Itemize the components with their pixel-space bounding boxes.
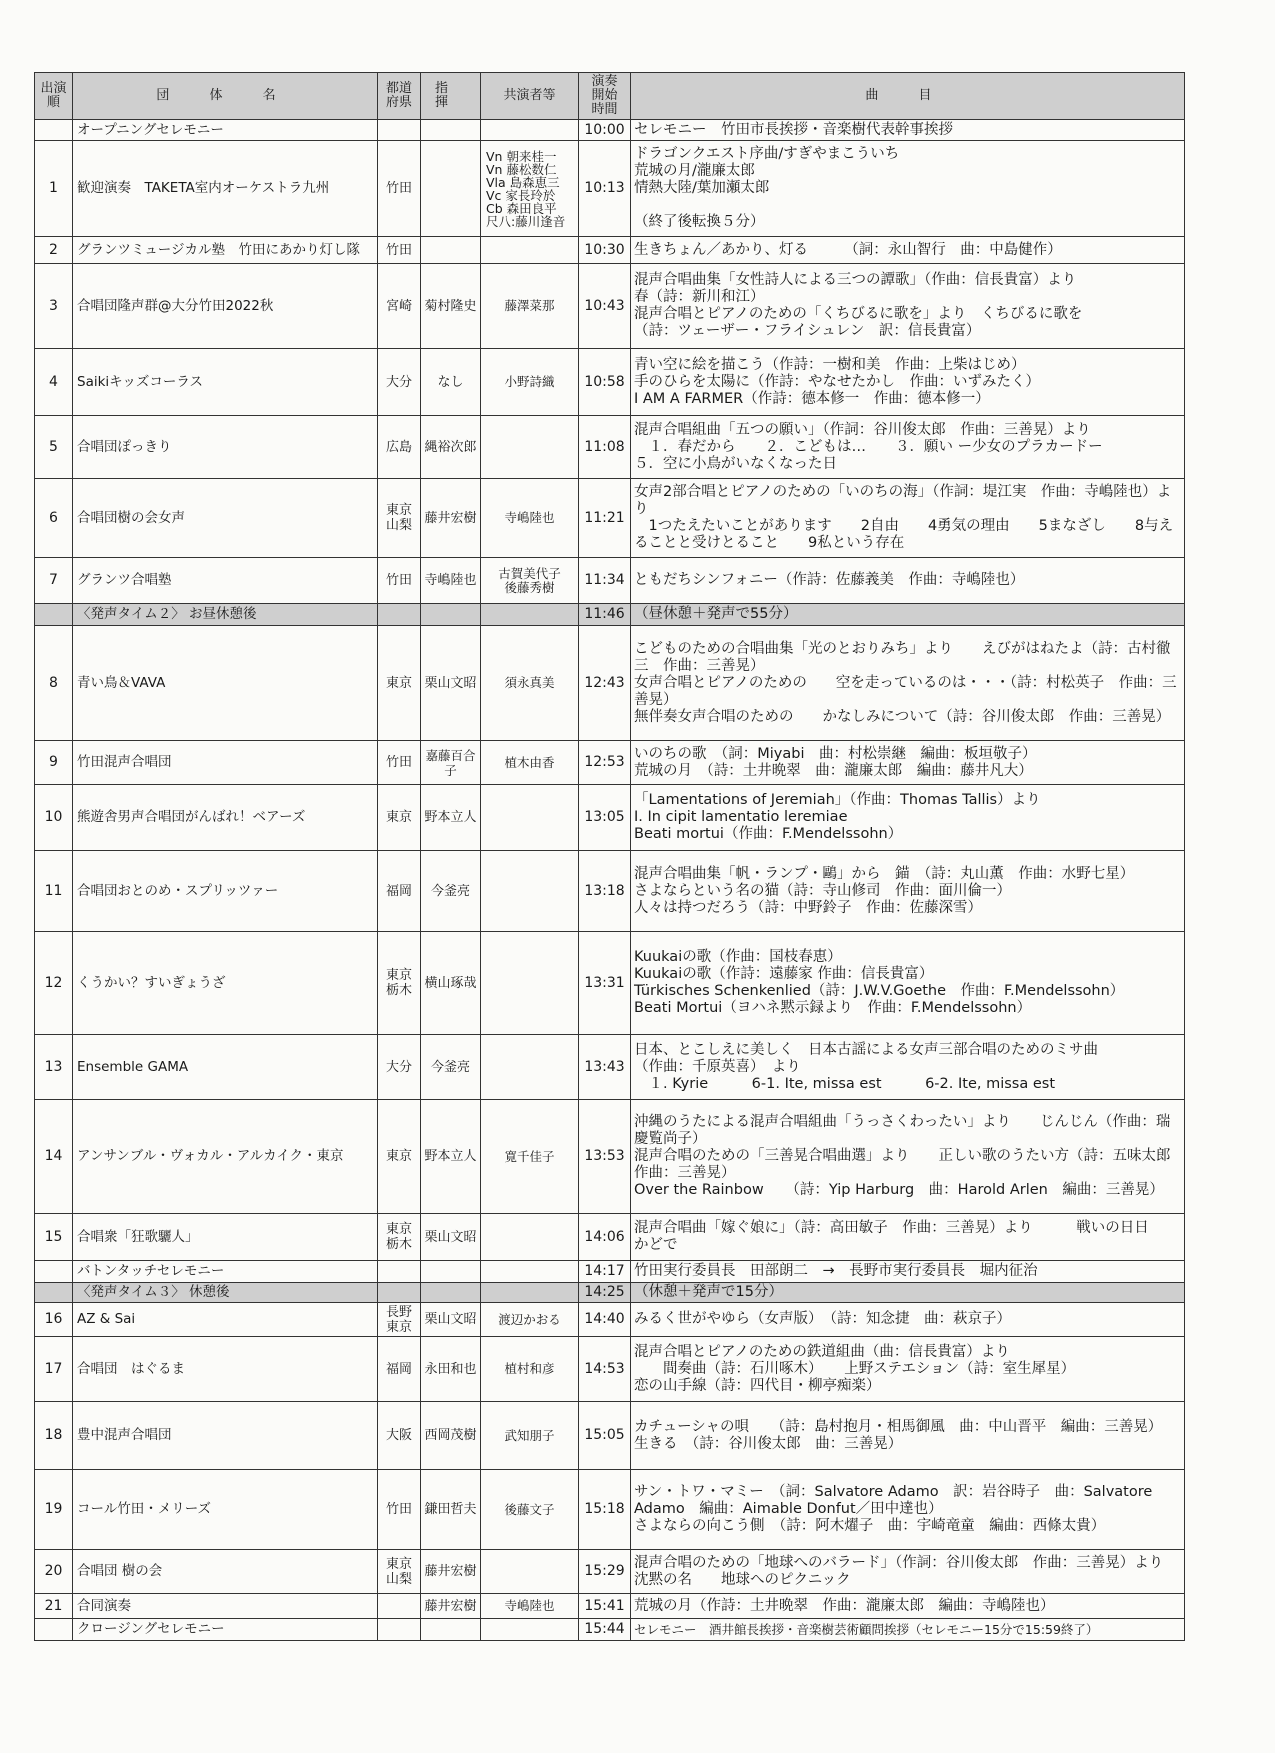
schedule-row (35, 416, 1185, 479)
schedule-row (35, 1470, 1185, 1550)
schedule-row (35, 141, 1185, 237)
row-start-time: 13:05 (579, 785, 631, 851)
header-conductor: 指 揮 (421, 73, 481, 120)
row-prefecture: 竹田 (378, 741, 421, 785)
guest-name: 寛千佳子 (504, 1148, 555, 1164)
row-program (631, 1283, 1185, 1303)
program-line: Beati Mortui（ヨハネ黙示録より 作曲：F.Mendelssohn） (634, 1000, 1032, 1016)
program-line: 沖縄のうたによる混声合唱組曲「うっさくわったい」より じんじん（作曲：瑞慶覧尚子） (634, 1114, 1171, 1147)
row-program (631, 479, 1185, 558)
program-line: ５．空に小鳥がいなくなった日 (634, 455, 837, 472)
schedule-row (35, 604, 1185, 626)
program-line: いのちの歌 （詞：Miyabi 曲：村松崇継 編曲：板垣敬子） (634, 745, 1037, 762)
row-guests (481, 626, 579, 741)
row-order (35, 1261, 73, 1283)
schedule-row (35, 1550, 1185, 1594)
row-conductor: 今釜亮 (421, 1035, 481, 1100)
row-order: 20 (35, 1550, 73, 1594)
row-conductor: 今釜亮 (421, 851, 481, 932)
program-line: 混声合唱曲集「帆・ランプ・鷗」から 錨 （詩：丸山薫 作曲：水野七星） (634, 865, 1135, 882)
schedule-row (35, 120, 1185, 141)
row-start-time: 14:17 (579, 1261, 631, 1283)
row-program (631, 1100, 1185, 1214)
schedule-row (35, 741, 1185, 785)
row-order: 21 (35, 1594, 73, 1619)
schedule-row (35, 1402, 1185, 1470)
row-guests (481, 1550, 579, 1594)
row-group-name: オープニングセレモニー (73, 120, 378, 141)
row-order: 15 (35, 1214, 73, 1261)
program-line: 荒城の月 （詩：土井晩翠 曲：瀧廉太郎 編曲：藤井凡大） (634, 762, 1033, 779)
row-program (631, 1619, 1185, 1641)
row-order (35, 120, 73, 141)
row-conductor: 野本立人 (421, 1100, 481, 1214)
guest-name: 寺嶋陸也 (504, 510, 555, 525)
row-prefecture (378, 1283, 421, 1303)
program-line: 混声合唱のための「地球へのバラード」（作詞：谷川俊太郎 作曲：三善晃）より 沈黙の名 地球へのピクニック (634, 1554, 1178, 1588)
header-guests: 共演者等 (481, 73, 579, 120)
row-start-time: 13:43 (579, 1035, 631, 1100)
row-group-name: アンサンブル・ヴォカル・アルカイク・東京 (73, 1100, 378, 1214)
program-line: 手のひらを太陽に（作詩：やなせたかし 作曲：いずみたく） (634, 373, 1040, 390)
row-group-name: 竹田混声合唱団 (73, 741, 378, 785)
row-guests (481, 349, 579, 416)
guest-name: 寺嶋陸也 (504, 1598, 555, 1613)
row-guests (481, 1337, 579, 1402)
row-program (631, 851, 1185, 932)
row-group-name: AZ & Sai (73, 1303, 378, 1337)
guest-name: Vn 朝来桂一 (486, 148, 557, 164)
row-order: 12 (35, 932, 73, 1035)
schedule-row (35, 558, 1185, 604)
program-line: 日本、とこしえに美しく 日本古謡による女声三部合唱のためのミサ曲 (634, 1041, 1098, 1058)
row-start-time: 14:53 (579, 1337, 631, 1402)
program-line: Beati mortui（作曲：F.Mendelssohn） (634, 826, 903, 842)
row-prefecture: 東京 栃木 (378, 1214, 421, 1261)
program-line: Kuukaiの歌（作詩：遠藤家 作曲：信長貴富） (634, 966, 934, 982)
row-order (35, 1619, 73, 1641)
row-group-name: クロージングセレモニー (73, 1619, 378, 1641)
program-line: さよならの向こう側 （詩：阿木燿子 曲：宇崎竜童 編曲：西條太貴） (634, 1518, 1106, 1534)
row-guests (481, 416, 579, 479)
schedule-row (35, 349, 1185, 416)
row-program (631, 141, 1185, 237)
row-conductor: 栗山文昭 (421, 626, 481, 741)
row-program (631, 932, 1185, 1035)
row-guests (481, 932, 579, 1035)
row-conductor: 藤井宏樹 (421, 1550, 481, 1594)
row-program (631, 1214, 1193, 1261)
program-line: Türkisches Schenkenlied（詩：J.W.V.Goethe 作曲：F.Mendelssohn） (634, 983, 1125, 999)
row-program (631, 785, 1185, 851)
program-line: カチューシャの唄 （詩：島村抱月・相馬御風 曲：中山晋平 編曲：三善晃） (634, 1418, 1163, 1435)
row-guests (481, 1470, 579, 1550)
row-order: 7 (35, 558, 73, 604)
row-guests (481, 1619, 579, 1641)
row-conductor (421, 237, 481, 264)
row-prefecture: 東京 栃木 (378, 932, 421, 1035)
row-conductor: 寺嶋陸也 (421, 558, 481, 604)
row-group-name: 歓迎演奏 TAKETA室内オーケストラ九州 (73, 141, 378, 237)
header-program: 曲 目 (631, 73, 1185, 120)
program-line: セレモニー 竹田市長挨拶・音楽樹代表幹事挨拶 (634, 121, 953, 138)
row-conductor (421, 120, 481, 141)
row-prefecture: 広島 (378, 416, 421, 479)
row-guests (481, 1303, 579, 1337)
row-guests (481, 1594, 579, 1619)
row-program (631, 1402, 1185, 1470)
row-group-name: Ensemble GAMA (73, 1035, 378, 1100)
row-order: 17 (35, 1337, 73, 1402)
row-conductor: なし (421, 349, 481, 416)
program-line: 混声合唱のための「三善晃合唱曲選」より 正しい歌のうたい方（詩：五味太郎 作曲：三善晃） (634, 1148, 1185, 1181)
row-program (631, 626, 1185, 741)
row-conductor (421, 1619, 481, 1641)
row-start-time: 11:46 (579, 604, 631, 626)
program-line: １. Kyrie 6-1. Ite, missa est 6-2. Ite, missa est (634, 1075, 1056, 1092)
schedule-row (35, 1035, 1185, 1100)
row-program (631, 1550, 1185, 1594)
program-line: さよならという名の猫（詩：寺山修司 作曲：面川倫一） (634, 882, 1011, 899)
program-line: 間奏曲（詩：石川啄木） 上野ステエション（詩：室生犀星） (634, 1360, 1076, 1377)
row-prefecture (378, 1261, 421, 1283)
row-order: 1 (35, 141, 73, 237)
program-line: 荒城の月（作詩：土井晩翠 作曲：瀧廉太郎 編曲：寺嶋陸也） (634, 1597, 1055, 1614)
row-prefecture: 竹田 (378, 237, 421, 264)
program-line: 恋の山手線（詩：四代目・柳亭痴楽） (634, 1377, 881, 1394)
row-start-time: 10:43 (579, 264, 631, 349)
row-group-name: 合唱団 はぐるま (73, 1337, 378, 1402)
row-program (631, 416, 1185, 479)
program-line (634, 197, 1182, 214)
schedule-table (34, 72, 1193, 1641)
row-order: 18 (35, 1402, 73, 1470)
program-line: 混声合唱組曲「五つの願い」（作詞：谷川俊太郎 作曲：三善晃）より (634, 421, 1091, 438)
schedule-rows (35, 120, 1193, 1641)
guest-name: 渡辺かおる (498, 1311, 561, 1327)
program-line: こどものための合唱曲集「光のとおりみち」より えびがはねたよ（詩：古村徹三 作曲：三善晃） (634, 640, 1171, 674)
row-start-time: 15:29 (579, 1550, 631, 1594)
program-line: 1つたえたいことがあります 2自由 4勇気の理由 5まなざし 8与えることと受けとること 9私という存在 (634, 518, 1174, 551)
row-prefecture: 大阪 (378, 1402, 421, 1470)
row-group-name: くうかい？すいぎょうざ (73, 932, 378, 1035)
guest-name: 後藤文子 (504, 1501, 555, 1517)
row-start-time: 10:58 (579, 349, 631, 416)
row-start-time: 12:43 (579, 626, 631, 741)
program-line: 荒城の月/瀧廉太郎 (634, 163, 755, 179)
row-guests (481, 141, 579, 237)
row-prefecture (378, 1619, 421, 1641)
row-prefecture: 竹田 (378, 141, 421, 237)
row-conductor (421, 141, 481, 237)
row-order: 6 (35, 479, 73, 558)
row-program (631, 558, 1185, 604)
program-line: I AM A FARMER（作詩：德本修一 作曲：德本修一） (634, 390, 990, 407)
row-start-time: 10:13 (579, 141, 631, 237)
row-prefecture: 東京 (378, 626, 421, 741)
header-group: 団 体 名 (73, 73, 378, 120)
row-prefecture: 長野 東京 (378, 1303, 421, 1337)
row-conductor (421, 1261, 481, 1283)
row-conductor (421, 604, 481, 626)
row-start-time: 15:05 (579, 1402, 631, 1470)
program-line: １．春だから ２．こどもは… ３．願い ー少女のプラカードー (634, 438, 1103, 455)
header-order: 出演順 (35, 73, 73, 120)
row-prefecture: 大分 (378, 349, 421, 416)
row-prefecture: 大分 (378, 1035, 421, 1100)
row-program (631, 1594, 1185, 1619)
row-group-name: 合唱団おとのめ・スプリッツァー (73, 851, 378, 932)
row-group-name: 合唱団ぽっきり (73, 416, 378, 479)
program-line: ドラゴンクエスト序曲/すぎやまこういち (634, 146, 900, 162)
row-group-name: 熊遊舎男声合唱団がんばれ！ベアーズ (73, 785, 378, 851)
row-guests (481, 479, 579, 558)
row-program (631, 349, 1185, 416)
row-group-name: コール竹田・メリーズ (73, 1470, 378, 1550)
guest-name: 藤澤菜那 (504, 298, 555, 313)
program-line: （昼休憩＋発声で55分） (634, 606, 798, 622)
program-line: ともだちシンフォニー（作詩：佐藤義美 作曲：寺嶋陸也） (634, 572, 1025, 588)
guest-name: 植村和彦 (504, 1361, 555, 1376)
row-start-time: 14:40 (579, 1303, 631, 1337)
row-order: 3 (35, 264, 73, 349)
guest-name: 須永真美 (504, 675, 555, 690)
row-guests (481, 785, 579, 851)
program-line: 混声合唱曲「嫁ぐ娘に」（詩：高田敏子 作曲：三善晃）より 戦いの日日 かどで (634, 1220, 1193, 1253)
program-line: セレモニー 酒井館長挨拶・音楽樹芸術顧問挨拶（セレモニー15分で15:59終了） (634, 1622, 1099, 1637)
guest-name: 武知朋子 (504, 1427, 555, 1443)
schedule-row (35, 1594, 1185, 1619)
row-start-time: 13:53 (579, 1100, 631, 1214)
schedule-row (35, 1303, 1185, 1337)
program-line: 青い空に絵を描こう（作詩：一樹和美 作曲：上柴はじめ） (634, 356, 1026, 373)
row-program (631, 604, 1185, 626)
row-group-name: 〈発声タイム３〉 休憩後 (73, 1283, 378, 1303)
program-line: （終了後転換５分） (634, 214, 765, 230)
row-start-time: 13:18 (579, 851, 631, 932)
schedule-row (35, 1337, 1185, 1402)
row-order (35, 604, 73, 626)
program-line: 女声合唱とピアノのための 空を走っているのは・・・（詩：村松英子 作曲：三善晃） (634, 674, 1177, 708)
row-prefecture: 竹田 (378, 558, 421, 604)
row-guests (481, 1402, 579, 1470)
program-line: 無伴奏女声合唱のための かなしみについて（詩：谷川俊太郎 作曲：三善晃） (634, 708, 1171, 725)
header-row (35, 73, 1185, 120)
schedule-row (35, 237, 1185, 264)
row-guests (481, 741, 579, 785)
row-conductor: 藤井宏樹 (421, 1594, 481, 1619)
row-group-name: 合唱団 樹の会 (73, 1550, 378, 1594)
row-prefecture: 竹田 (378, 1470, 421, 1550)
program-line: 混声合唱とピアノのための鉄道組曲（曲：信長貴富）より (634, 1343, 1010, 1360)
row-prefecture: 東京 山梨 (378, 479, 421, 558)
row-group-name: Saikiキッズコーラス (73, 349, 378, 416)
row-guests (481, 1035, 579, 1100)
row-guests (481, 120, 579, 141)
row-program (631, 1261, 1185, 1283)
guest-name: Vla 島森恵三 (486, 174, 560, 190)
program-line: Ⅰ. In cipit lamentatio leremiae (634, 809, 848, 825)
program-line: 女声2部合唱とピアノのための「いのちの海」（作詞：堤江実 作曲：寺嶋陸也）より (634, 484, 1172, 517)
schedule-row (35, 851, 1185, 932)
row-prefecture: 東京 山梨 (378, 1550, 421, 1594)
row-prefecture: 福岡 (378, 1337, 421, 1402)
row-program (631, 237, 1185, 264)
row-guests (481, 1283, 579, 1303)
row-guests (481, 558, 579, 604)
row-order: 2 (35, 237, 73, 264)
row-conductor: 菊村隆史 (421, 264, 481, 349)
row-conductor: 嘉藤百合子 (421, 741, 481, 785)
row-guests (481, 237, 579, 264)
row-conductor: 栗山文昭 (421, 1303, 481, 1337)
row-conductor: 西岡茂樹 (421, 1402, 481, 1470)
row-guests (481, 1214, 579, 1261)
schedule-row (35, 1214, 1185, 1261)
schedule-row (35, 932, 1185, 1035)
row-start-time: 12:53 (579, 741, 631, 785)
row-guests (481, 1261, 579, 1283)
row-order (35, 1283, 73, 1303)
row-conductor: 野本立人 (421, 785, 481, 851)
row-program (631, 1035, 1185, 1100)
program-line: 人々は持つだろう（詩：中野鈴子 作曲：佐藤深雪） (634, 899, 982, 916)
row-group-name: 青い鳥＆VAVA (73, 626, 378, 741)
row-start-time: 11:21 (579, 479, 631, 558)
row-group-name: 合唱衆「狂歌驪人」 (73, 1214, 378, 1261)
schedule-row (35, 479, 1185, 558)
guest-name: 古賀美代子 (498, 565, 561, 581)
guest-name: Vn 藤松数仁 (486, 161, 557, 177)
row-prefecture: 福岡 (378, 851, 421, 932)
row-prefecture: 東京 (378, 785, 421, 851)
program-line: 竹田実行委員長 田部朗二 → 長野市実行委員長 堀内征治 (634, 1263, 1038, 1279)
row-order: 11 (35, 851, 73, 932)
program-line: （詩：ツェーザー・フライシュレン 訳：信長貴富） (634, 323, 981, 339)
row-program (631, 1303, 1185, 1337)
header-start: 演奏開始時間 (579, 73, 631, 120)
program-line: 「Lamentations of Jeremiah」（作曲：Thomas Tallis）より (634, 792, 1041, 808)
row-guests (481, 1100, 579, 1214)
row-prefecture (378, 1594, 421, 1619)
row-start-time: 14:06 (579, 1214, 631, 1261)
row-guests (481, 851, 579, 932)
row-start-time: 11:34 (579, 558, 631, 604)
row-start-time: 15:44 (579, 1619, 631, 1641)
row-order: 16 (35, 1303, 73, 1337)
schedule-row (35, 1261, 1185, 1283)
program-line: （作曲：千原英喜） より (634, 1058, 801, 1075)
row-conductor (421, 1283, 481, 1303)
row-group-name: 合同演奏 (73, 1594, 378, 1619)
row-prefecture: 宮崎 (378, 264, 421, 349)
row-conductor: 栗山文昭 (421, 1214, 481, 1261)
row-guests (481, 604, 579, 626)
row-group-name: 合唱団樹の会女声 (73, 479, 378, 558)
guest-name: 後藤秀樹 (504, 579, 555, 595)
program-line: Kuukaiの歌（作曲：国枝春恵） (634, 949, 842, 965)
row-group-name: バトンタッチセレモニー (73, 1261, 378, 1283)
program-line: 生きる （詩：谷川俊太郎 曲：三善晃） (634, 1435, 903, 1452)
program-line: みるく世がやゆら（女声版） （詩：知念捷 曲：萩京子） (634, 1311, 1011, 1327)
schedule-row (35, 1100, 1185, 1214)
row-program (631, 741, 1185, 785)
row-order: 10 (35, 785, 73, 851)
schedule-row (35, 1283, 1185, 1303)
program-schedule (34, 72, 1193, 1641)
row-prefecture: 東京 (378, 1100, 421, 1214)
row-order: 9 (35, 741, 73, 785)
row-guests (481, 264, 579, 349)
schedule-row (35, 785, 1185, 851)
row-start-time: 13:31 (579, 932, 631, 1035)
row-conductor: 藤井宏樹 (421, 479, 481, 558)
row-program (631, 1337, 1185, 1402)
program-line: サン・トワ・マミー （詞：Salvatore Adamo 訳：岩谷時子 曲：Salvatore Adamo 編曲：Aimable Donfut／田中達也） (634, 1484, 1153, 1517)
row-prefecture (378, 604, 421, 626)
program-line: 混声合唱とピアノのための「くちびるに歌を」より くちびるに歌を (634, 306, 1083, 322)
program-line: Over the Rainbow （詩：Yip Harburg 曲：Harold Arlen 編曲：三善晃） (634, 1182, 1164, 1198)
row-conductor: 横山琢哉 (421, 932, 481, 1035)
row-order: 13 (35, 1035, 73, 1100)
guest-name: 小野詩織 (504, 374, 555, 389)
program-line: （休憩＋発声で15分） (634, 1284, 783, 1300)
row-conductor: 永田和也 (421, 1337, 481, 1402)
row-start-time: 15:18 (579, 1470, 631, 1550)
program-line: 春（詩：新川和江） (634, 289, 765, 305)
row-group-name: 豊中混声合唱団 (73, 1402, 378, 1470)
guest-name: 植木由香 (504, 754, 555, 770)
row-order: 4 (35, 349, 73, 416)
row-conductor: 鎌田哲夫 (421, 1470, 481, 1550)
row-order: 5 (35, 416, 73, 479)
header-pref: 都道府県 (378, 73, 421, 120)
row-group-name: 合唱団隆声群@大分竹田2022秋 (73, 264, 378, 349)
row-order: 19 (35, 1470, 73, 1550)
row-order: 14 (35, 1100, 73, 1214)
row-program (631, 120, 1185, 141)
row-program (631, 264, 1185, 349)
row-start-time: 10:30 (579, 237, 631, 264)
schedule-row (35, 1619, 1185, 1641)
row-prefecture (378, 120, 421, 141)
schedule-row (35, 626, 1185, 741)
row-start-time: 10:00 (579, 120, 631, 141)
guest-name: Vc 家長玲於 (486, 187, 556, 203)
row-order: 8 (35, 626, 73, 741)
program-line: 混声合唱曲集「女性詩人による三つの譚歌」（作曲：信長貴富）より (634, 272, 1077, 288)
guest-name: Cb 森田良平 (486, 200, 557, 216)
row-group-name: グランツ合唱塾 (73, 558, 378, 604)
row-start-time: 14:25 (579, 1283, 631, 1303)
guest-name: 尺八:藤川逢音 (486, 213, 566, 229)
row-program (631, 1470, 1185, 1550)
schedule-row (35, 264, 1185, 349)
program-line: 生きちょん／あかり、灯る （詞：永山智行 曲：中島健作） (634, 241, 1062, 258)
row-start-time: 15:41 (579, 1594, 631, 1619)
row-group-name: グランツミュージカル塾 竹田にあかり灯し隊 (73, 237, 378, 264)
program-line: 情熱大陸/葉加瀬太郎 (634, 180, 770, 196)
row-group-name: 〈発声タイム２〉 お昼休憩後 (73, 604, 378, 626)
row-conductor: 縄裕次郎 (421, 416, 481, 479)
row-start-time: 11:08 (579, 416, 631, 479)
